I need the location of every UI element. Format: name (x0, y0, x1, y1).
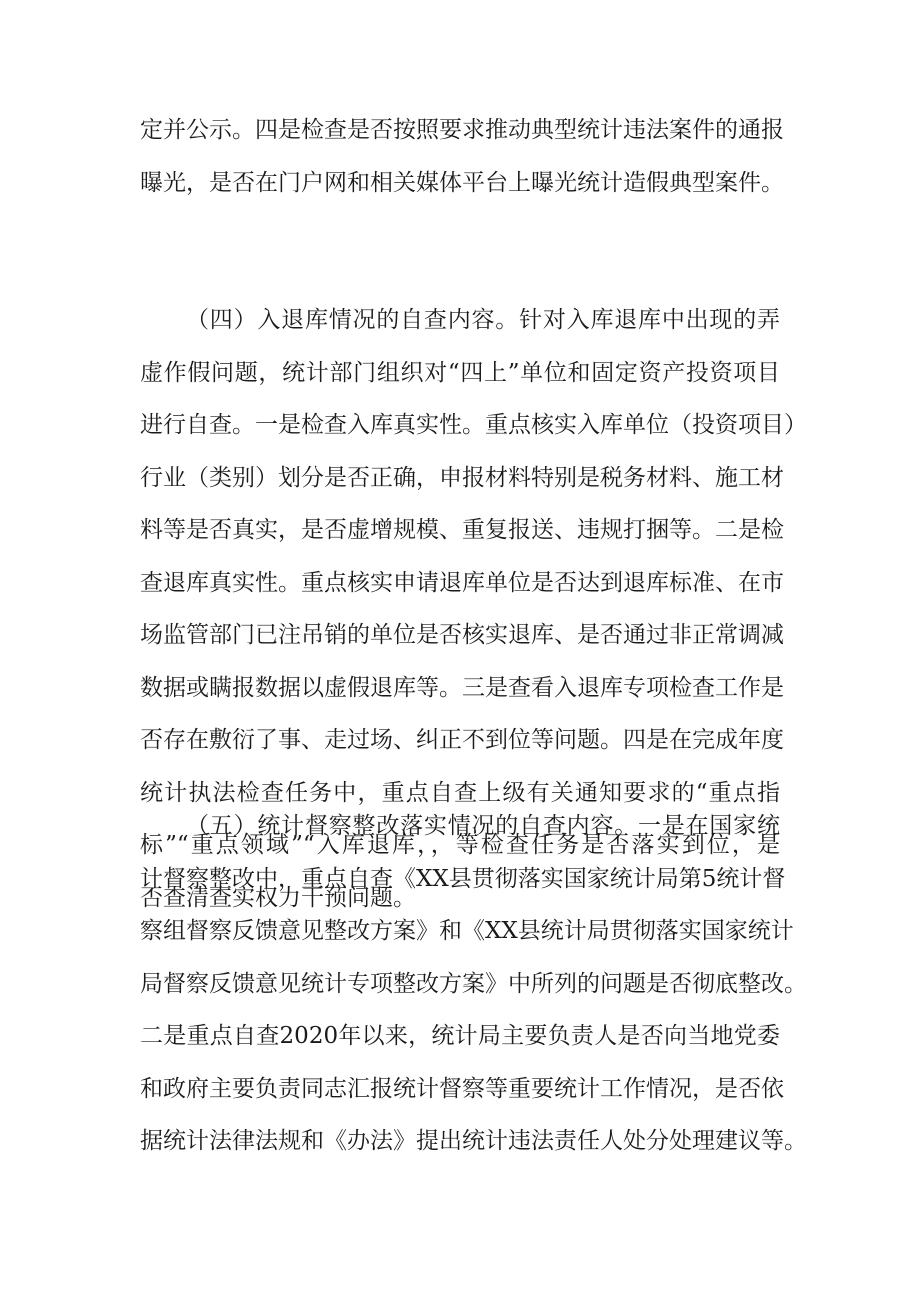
text-line: （四）入退库情况的自查内容。针对入库退库中出现的弄 (186, 307, 780, 333)
text-line: 查退库真实性。重点核实申请退库单位是否达到退库标准、在市 (140, 569, 784, 596)
text-line: 标”“重点领域”“入库退库，，等检查任务是否落实到位，是 (140, 832, 780, 858)
text-line: 据统计法律法规和《办法》提出统计违法责任人处分处理建议等。 (140, 1128, 807, 1154)
text-line: 局督察反馈意见统计专项整改方案》中所列的问题是否彻底整改。 (140, 970, 807, 997)
text-line: 否查清查实权力干预问题。 (140, 884, 416, 911)
text-line: 二是重点自查2020年以来，统计局主要负责人是否向当地党委 (140, 1023, 780, 1049)
text-line: 进行自查。一是检查入库真实性。重点核实入库单位（投资项目） (140, 412, 807, 438)
paragraph-section-5 (140, 800, 807, 1168)
text-line: 察组督察反馈意见整改方案》和《XX县统计局贯彻落实国家统计 (140, 918, 794, 944)
text-line: 否存在敷衍了事、走过场、纠正不到位等问题。四是在完成年度 (140, 727, 784, 753)
text-line: 虚作假问题，统计部门组织对“四上”单位和固定资产投资项目 (140, 359, 780, 386)
text-line: 场监管部门已注吊销的单位是否核实退库、是否通过非正常调减 (140, 622, 784, 648)
text-line: 料等是否真实，是否虚增规模、重复报送、违规打捆等。二是检 (140, 517, 784, 543)
text-line: （五）统计督察整改落实情况的自查内容。一是在国家统 (186, 813, 780, 839)
text-line: 计督察整改中，重点自查《XX县贯彻落实国家统计局第5统计督 (140, 865, 786, 892)
text-line: 定并公示。四是检查是否按照要求推动典型统计违法案件的通报 (140, 117, 784, 143)
text-line: 数据或瞒报数据以虚假退库等。三是查看入退库专项检查工作是 (140, 674, 784, 701)
text-line: 统计执法检查任务中，重点自查上级有关通知要求的“重点指 (140, 779, 780, 806)
text-line: 和政府主要负责同志汇报统计督察等重要统计工作情况，是否依 (140, 1075, 784, 1102)
text-line: 行业（类别）划分是否正确，申报材料特别是税务材料、施工材 (140, 464, 784, 491)
text-line: 曝光，是否在门户网和相关媒体平台上曝光统计造假典型案件。 (140, 169, 784, 196)
paragraph-continuation (140, 104, 784, 209)
